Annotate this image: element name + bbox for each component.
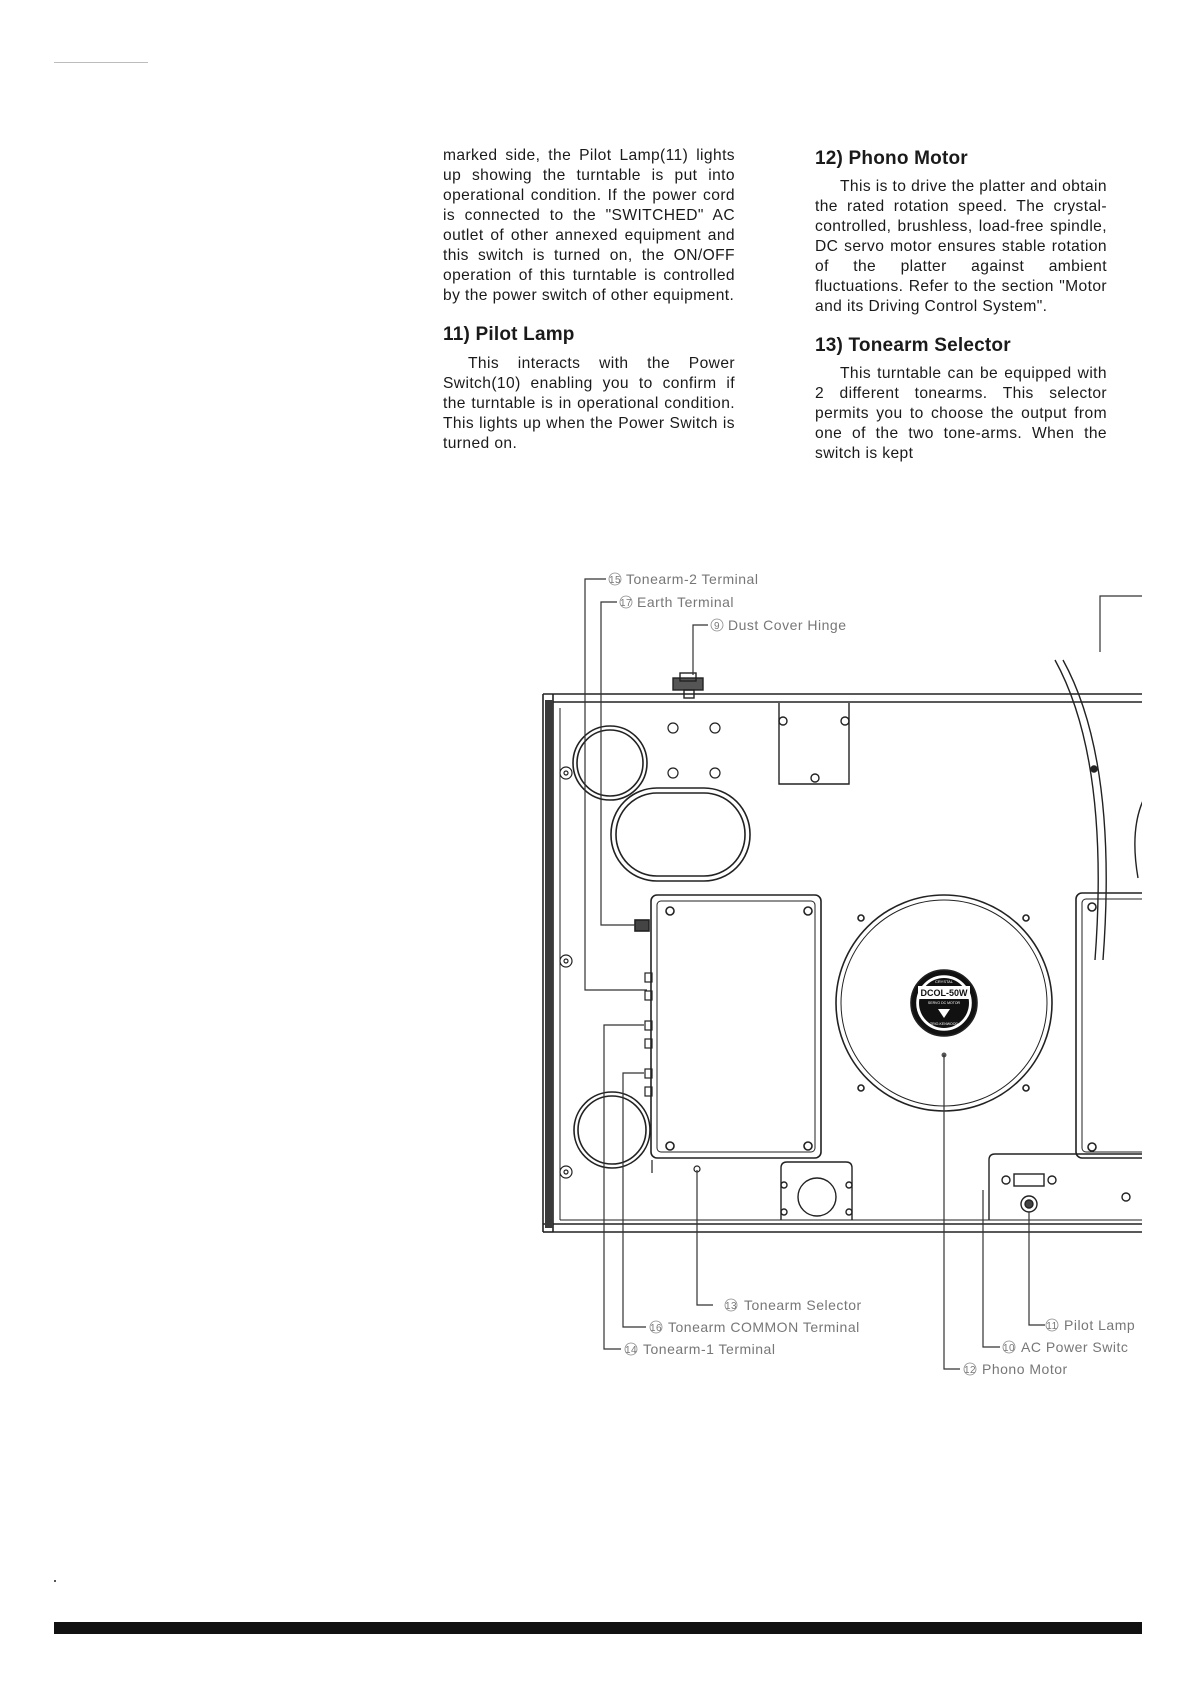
phono-motor-heading: 12) Phono Motor [815, 148, 968, 169]
callout-17-number: 17 [619, 598, 633, 609]
motor-label-model: DCOL-50W [920, 988, 968, 998]
terminal-panel [635, 895, 821, 1158]
callout-earth-label: Earth Terminal [637, 594, 735, 610]
motor-label-mid: SERVO DC MOTOR [927, 1001, 961, 1005]
hinge-plate-screws [668, 723, 720, 778]
callout-10-number: 10 [1002, 1343, 1016, 1354]
callout-13-number: 13 [724, 1301, 738, 1312]
callout-14-number: 14 [624, 1345, 638, 1356]
tonearm-cable [1055, 660, 1150, 960]
ac-power-switch-area [989, 1154, 1150, 1220]
lower-round-cutout [574, 1092, 650, 1168]
callout-16-number: 16 [649, 1323, 663, 1334]
callout-leader-lines [585, 579, 1142, 1369]
motor-label-top: CRYSTAL [934, 979, 954, 984]
callout-motor-label: Phono Motor [982, 1361, 1068, 1377]
phono-motor-body: This is to drive the platter and obtain the rated rotation speed. The crystal-controlled, brushless, load-free spindle, DC servo motor ensures stable rotation of the platter against ambient fluctuations. Refer to the section "Motor and its Driving Control System". [815, 178, 1107, 315]
callout-tonearm2-label: Tonearm-2 Terminal [626, 571, 759, 587]
callout-12-number: 12 [963, 1365, 977, 1376]
callout-common-label: Tonearm COMMON Terminal [668, 1319, 860, 1335]
oval-cutout [611, 788, 750, 881]
callout-selector-label: Tonearm Selector [744, 1297, 862, 1313]
callout-9-number: 9 [713, 621, 721, 632]
selector-bottom-panel [781, 1162, 852, 1220]
motor-label-bottom: TRIO-KENWOOD [930, 1022, 958, 1026]
callout-hinge-label: Dust Cover Hinge [728, 617, 847, 633]
footer-bar [54, 1622, 1142, 1634]
right-module [1076, 893, 1176, 1158]
upper-round-cutout [573, 726, 647, 800]
tonearm-selector-body: This turntable can be equipped with 2 different tonearms. This selector permits you to choose the output from one of the two tone-arms. When the switch is kept [815, 365, 1107, 462]
pilot-lamp-heading: 11) Pilot Lamp [443, 324, 575, 345]
callout-pilot-label: Pilot Lamp [1064, 1317, 1136, 1333]
page-speck [54, 1580, 56, 1582]
callout-15-number: 15 [608, 575, 622, 586]
callout-acpower-label: AC Power Switc [1021, 1339, 1129, 1355]
chassis-outline [543, 694, 1160, 1232]
side-screws [560, 767, 572, 1178]
top-small-panel [779, 703, 849, 784]
pilot-lamp-body: This interacts with the Power Switch(10) enabling you to confirm if the turntable is in operational condition. This lights up when the Power Switch is turned on. [443, 355, 735, 452]
tonearm-selector-heading: 13) Tonearm Selector [815, 335, 1011, 356]
intro-paragraph: marked side, the Pilot Lamp(11) lights up showing the turntable is put into operational condition. If the power cord is connected to the "SWITCHED" AC outlet of other annexed equipment and this switch is turned on, the ON/OFF operation of this turntable is controlled by the power switch of other equipment. [443, 147, 735, 304]
callout-11-number: 11 [1046, 1321, 1058, 1332]
callout-tonearm1-label: Tonearm-1 Terminal [643, 1341, 776, 1357]
